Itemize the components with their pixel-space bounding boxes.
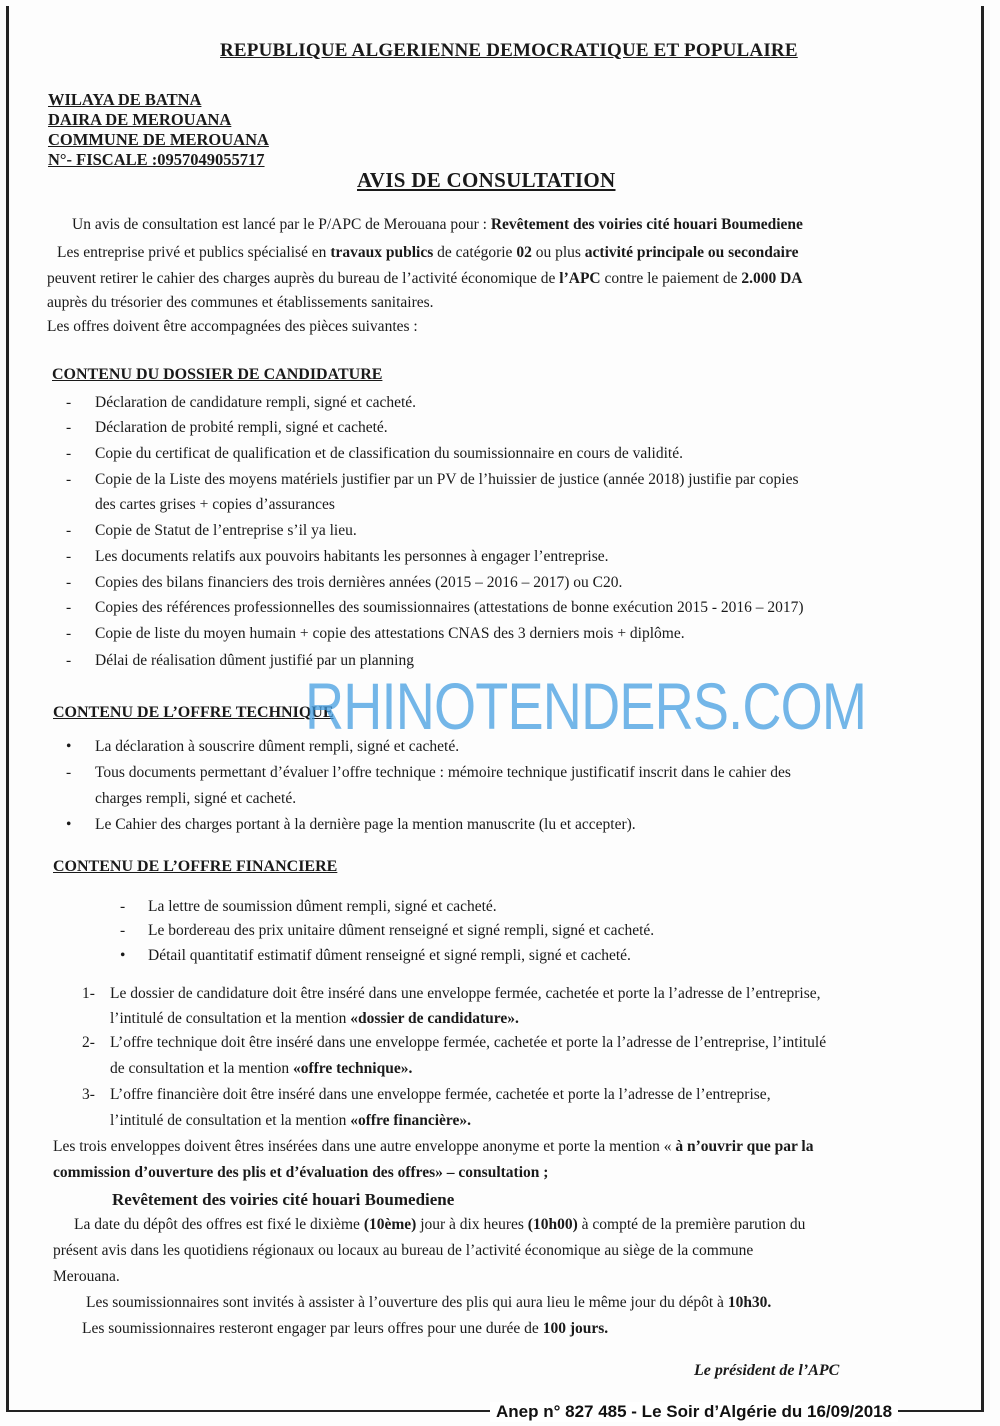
dash-bullet: - (66, 599, 72, 616)
republic-heading: REPUBLIQUE ALGERIENNE DEMOCRATIQUE ET POPULAIRE (220, 40, 798, 61)
list-item: Copie du certificat de qualification et de classification du soumissionnaire en cours de validité. (95, 445, 683, 462)
list-item: Déclaration de probité rempli, signé et cacheté. (95, 419, 388, 436)
list-item: Tous documents permettant d’évaluer l’offre technique : mémoire technique justificatif inscrit dans le cahier des (95, 764, 791, 781)
candidature-section-title: CONTENU DU DOSSIER DE CANDIDATURE (52, 366, 383, 383)
numbered-marker: 1- (82, 985, 95, 1002)
numbered-marker: 2- (82, 1034, 95, 1051)
dash-bullet: - (66, 548, 72, 565)
intro-line-3: peuvent retirer le cahier des charges auprès du bureau de l’activité économique de l’APC contre le paiement de 2.000 DA (47, 270, 803, 287)
daira-line: DAIRA DE MEROUANA (48, 110, 232, 129)
intro-line-4: auprès du trésorier des communes et établissements sanitaires. (47, 294, 434, 311)
date-line-3: Merouana. (53, 1268, 120, 1285)
commune-line: COMMUNE DE MEROUANA (48, 130, 269, 149)
envelope-line-1: Les trois enveloppes doivent êtres insérées dans une autre enveloppe anonyme et porte la mention « à n’ouvrir que par la (53, 1138, 814, 1155)
list-item: Copie de Statut de l’entreprise s’il ya lieu. (95, 522, 357, 539)
list-item: Délai de réalisation dûment justifié par un planning (95, 652, 414, 669)
list-item-continuation: charges rempli, signé et cacheté. (95, 790, 297, 807)
list-item: Copies des références professionnelles des soumissionnaires (attestations de bonne exécution 2015 - 2016 – 2017) (95, 599, 804, 616)
financiere-section-title: CONTENU DE L’OFFRE FINANCIERE (53, 858, 338, 875)
list-item: La déclaration à souscrire dûment rempli, signé et cacheté. (95, 738, 460, 755)
dash-bullet: - (120, 922, 126, 939)
numbered-item-3: L’offre financière doit être inséré dans une enveloppe fermée, cachetée et porte la l’adresse de l’entreprise, (110, 1086, 771, 1103)
wilaya-line: WILAYA DE BATNA (48, 90, 202, 109)
list-item: Détail quantitatif estimatif dûment renseigné et signé rempli, signé et cacheté. (148, 947, 631, 964)
numbered-marker: 3- (82, 1086, 95, 1103)
dash-bullet: - (66, 394, 72, 411)
technique-section-title: CONTENU DE L’OFFRE TECHNIQUE (53, 704, 334, 721)
intro-line-5: Les offres doivent être accompagnées des pièces suivantes : (47, 318, 418, 335)
dash-bullet: - (66, 625, 72, 642)
list-item-continuation: des cartes grises + copies d’assurances (95, 496, 335, 513)
intro-line-2: Les entreprise privé et publics spécialisé en travaux publics de catégorie 02 ou plus activité principale ou secondaire (57, 244, 799, 261)
bullet-dot: • (66, 738, 72, 755)
numbered-item-3-cont: l’intitulé de consultation et la mention «offre financière». (110, 1112, 472, 1129)
dash-bullet: - (66, 652, 72, 669)
list-item: Copies des bilans financiers des trois dernières années (2015 – 2016 – 2017) ou C20. (95, 574, 623, 591)
publication-footer: Anep n° 827 485 - Le Soir d’Algérie du 16/09/2018 (490, 1402, 898, 1422)
list-item: Le Cahier des charges portant à la dernière page la mention manuscrite (lu et accepter). (95, 816, 636, 833)
dash-bullet: - (120, 898, 126, 915)
dash-bullet: - (66, 445, 72, 462)
numbered-item-1-cont: l’intitulé de consultation et la mention «dossier de candidature». (110, 1010, 519, 1027)
numbered-item-2-cont: de consultation et la mention «offre technique». (110, 1060, 413, 1077)
dash-bullet: - (66, 574, 72, 591)
invite-line: Les soumissionnaires sont invités à assister à l’ouverture des plis qui aura lieu le même jour du dépôt à 10h30. (86, 1294, 772, 1311)
list-item: Les documents relatifs aux pouvoirs habitants les personnes à engager l’entreprise. (95, 548, 609, 565)
dash-bullet: - (66, 471, 72, 488)
fiscal-number: N°- FISCALE :0957049055717 (48, 150, 265, 169)
date-line-1: La date du dépôt des offres est fixé le dixième (10ème) jour à dix heures (10h00) à compté de la première parution du (74, 1216, 806, 1233)
numbered-item-2: L’offre technique doit être inséré dans une enveloppe fermée, cachetée et porte la l’adresse de l’entreprise, l’intitulé (110, 1034, 827, 1051)
list-item: Le bordereau des prix unitaire dûment renseigné et signé rempli, signé et cacheté. (148, 922, 655, 939)
list-item: Copie de liste du moyen humain + copie des attestations CNAS des 3 derniers mois + diplôme. (95, 625, 685, 642)
intro-line-1: Un avis de consultation est lancé par le P/APC de Merouana pour : Revêtement des voiries cité houari Boumediene (72, 216, 803, 233)
dash-bullet: - (66, 764, 72, 781)
date-line-2: présent avis dans les quotidiens régionaux ou locaux au bureau de l’activité économique au siège de la commune (53, 1242, 754, 1259)
dash-bullet: - (66, 419, 72, 436)
watermark: RHINOTENDERS.COM (305, 669, 867, 743)
bullet-dot: • (66, 816, 72, 833)
list-item: La lettre de soumission dûment rempli, signé et cacheté. (148, 898, 497, 915)
dash-bullet: - (66, 522, 72, 539)
project-title: Revêtement des voiries cité houari Boumediene (112, 1190, 455, 1209)
bullet-dot: • (120, 947, 126, 964)
engage-line: Les soumissionnaires resteront engager par leurs offres pour une durée de 100 jours. (82, 1320, 609, 1337)
document-title: AVIS DE CONSULTATION (357, 168, 616, 192)
numbered-item-1: Le dossier de candidature doit être inséré dans une enveloppe fermée, cachetée et porte la l’adresse de l’entreprise, (110, 985, 821, 1002)
list-item: Copie de la Liste des moyens matériels justifier par un PV de l’huissier de justice (année 2018) justifie par copies (95, 471, 799, 488)
list-item: Déclaration de candidature rempli, signé et cacheté. (95, 394, 417, 411)
signature: Le président de l’APC (694, 1362, 840, 1379)
envelope-line-2: commission d’ouverture des plis et d’évaluation des offres» – consultation ; (53, 1164, 549, 1181)
